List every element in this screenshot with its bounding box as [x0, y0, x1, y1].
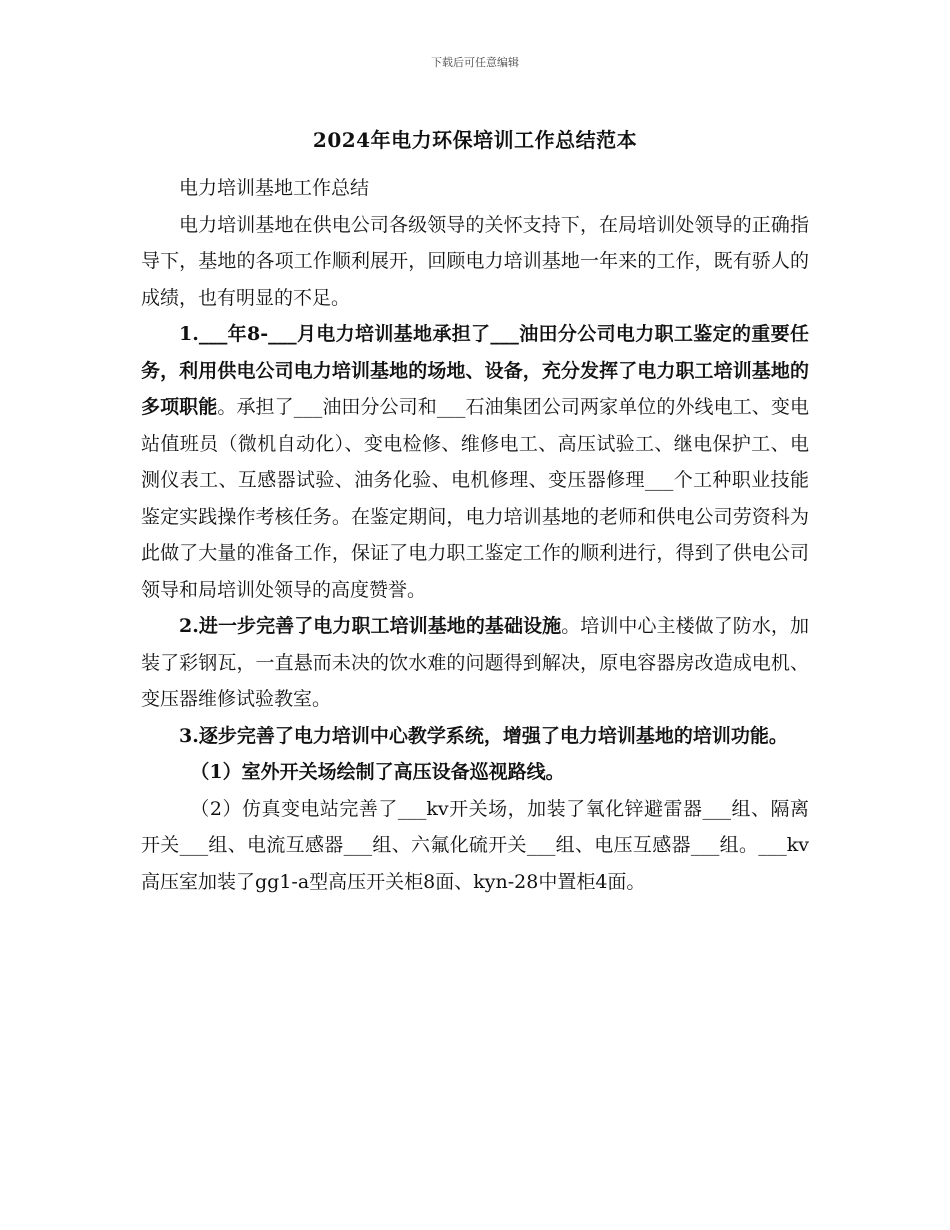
item-2-text: 。培训中心主楼做了防水，加装了彩钢瓦，一直悬而未决的饮水难的问题得到解决，原电容器房改造成电机、变压器维修试验教室。 — [141, 615, 809, 710]
item-1-text: 。承担了___油田分公司和___石油集团公司两家单位的外线电工、变电站值班员（微机自动化）、变电检修、维修电工、高压试验工、继电保护工、电测仪表工、互感器试验、油务化验、电机修理、变压器修理___个工种职业技能鉴定实践操作考核任务。在鉴定期间，电力培训基地的老师和供电公司劳资科为此做了大量的准备工作，保证了电力职工鉴定工作的顺利进行，得到了供电公司领导和局培训处领导的高度赞誉。 — [141, 396, 809, 601]
document-title: 2024年电力环保培训工作总结范本 — [312, 128, 638, 152]
document-body — [141, 170, 809, 900]
paragraph-item-1 — [141, 316, 809, 608]
paragraph-item-3: 3.逐步完善了电力培训中心教学系统，增强了电力培训基地的培训功能。 — [179, 724, 788, 747]
item-1-bold-lead: 1.___年8-___月电力培训基地承担了___油田分公司电力职工鉴定的重要任务，利用供电公司电力培训基地的场地、设备，充分发挥了电力职工培训基地的多项职能 — [141, 323, 809, 418]
paragraph-intro: 电力培训基地在供电公司各级领导的关怀支持下，在局培训处领导的正确指导下，基地的各项工作顺利展开，回顾电力培训基地一年来的工作，既有骄人的成绩，也有明显的不足。 — [141, 213, 809, 309]
paragraph-item-2 — [141, 608, 809, 718]
page-header: 下载后可任意编辑 — [431, 56, 519, 69]
item-2-bold-lead: 2.进一步完善了电力职工培训基地的基础设施 — [179, 615, 562, 637]
section-heading: 电力培训基地工作总结 — [179, 177, 370, 199]
sub-item-2: （2）仿真变电站完善了___kv开关场，加装了氧化锌避雷器___组、隔离开关___组、电流互感器___组、六氟化硫开关___组、电压互感器___组。___kv高压室加装了gg1-a型高压开关柜8面、kyn-28中置柜4面。 — [141, 797, 809, 893]
sub-item-1: （1）室外开关场绘制了高压设备巡视路线。 — [190, 761, 565, 783]
